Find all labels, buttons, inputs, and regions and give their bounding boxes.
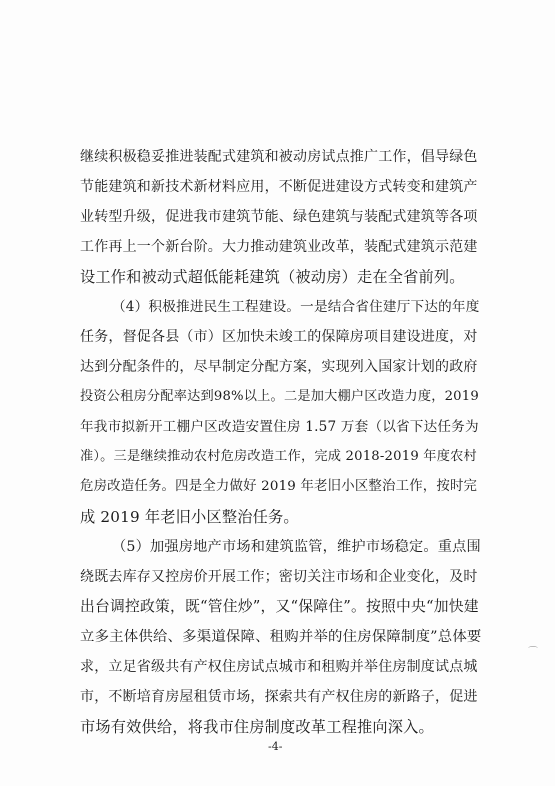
text-line-18: 求，立足省级共有产权住房试点城市和租购并举住房制度试点城: [80, 659, 478, 675]
text-line-14: （5）加强房地产市场和建筑监管，维护市场稳定。重点围: [112, 539, 481, 555]
text-line-7: 任务，督促各县（市）区加快未竣工的保障房项目建设进度，对: [80, 329, 478, 345]
text-line-13: 成 2019 年老旧小区整治任务。: [80, 508, 299, 526]
text-line-12: 危房改造任务。四是全力做好 2019 年老旧小区整治工作，按时完: [80, 479, 478, 494]
text-line-8: 达到分配条件的，尽早制定分配方案，实现列入国家计划的政府: [80, 359, 478, 375]
text-line-16: 出台调控政策，既“管住炒”，又“保障住”。按照中央“加快建: [80, 598, 479, 615]
text-line-1: 继续积极稳妥推进装配式建筑和被动房试点推广工作，倡导绿色: [80, 149, 478, 165]
text-line-6: （4）积极推进民生工程建设。一是结合省住建厅下达的年度: [112, 299, 480, 315]
text-line-19: 市，不断培育房屋租赁市场，探索共有产权住房的新路子，促进: [80, 689, 478, 705]
scan-speck: ⌒: [528, 647, 538, 658]
text-line-4: 工作再上一个新台阶。大力推动建筑业改革，装配式建筑示范建: [80, 239, 478, 255]
text-line-11: 准）。三是继续推动农村危房改造工作，完成 2018-2019 年度农村: [80, 449, 477, 464]
text-line-9: 投资公租房分配率达到98%以上。二是加大棚户区改造力度，2019: [80, 389, 479, 404]
text-line-5: 设工作和被动式超低能耗建筑（被动房）走在全省前列。: [80, 268, 465, 286]
text-line-20: 市场有效供给，将我市住房制度改革工程推向深入。: [80, 718, 434, 736]
text-line-2: 节能建筑和新技术新材料应用，不断促进建设方式转变和建筑产: [80, 179, 478, 195]
text-line-10: 年我市拟新开工棚户区改造安置住房 1.57 万套（以省下达任务为: [80, 419, 479, 435]
text-line-15: 绕既去库存又控房价开展工作；密切关注市场和企业变化，及时: [80, 569, 478, 585]
page-number: -4-: [268, 740, 283, 753]
text-line-3: 业转型升级，促进我市建筑节能、绿色建筑与装配式建筑等各项: [80, 209, 478, 225]
text-line-17: 立多主体供给、多渠道保障、租购并举的住房保障制度”总体要: [80, 629, 482, 645]
